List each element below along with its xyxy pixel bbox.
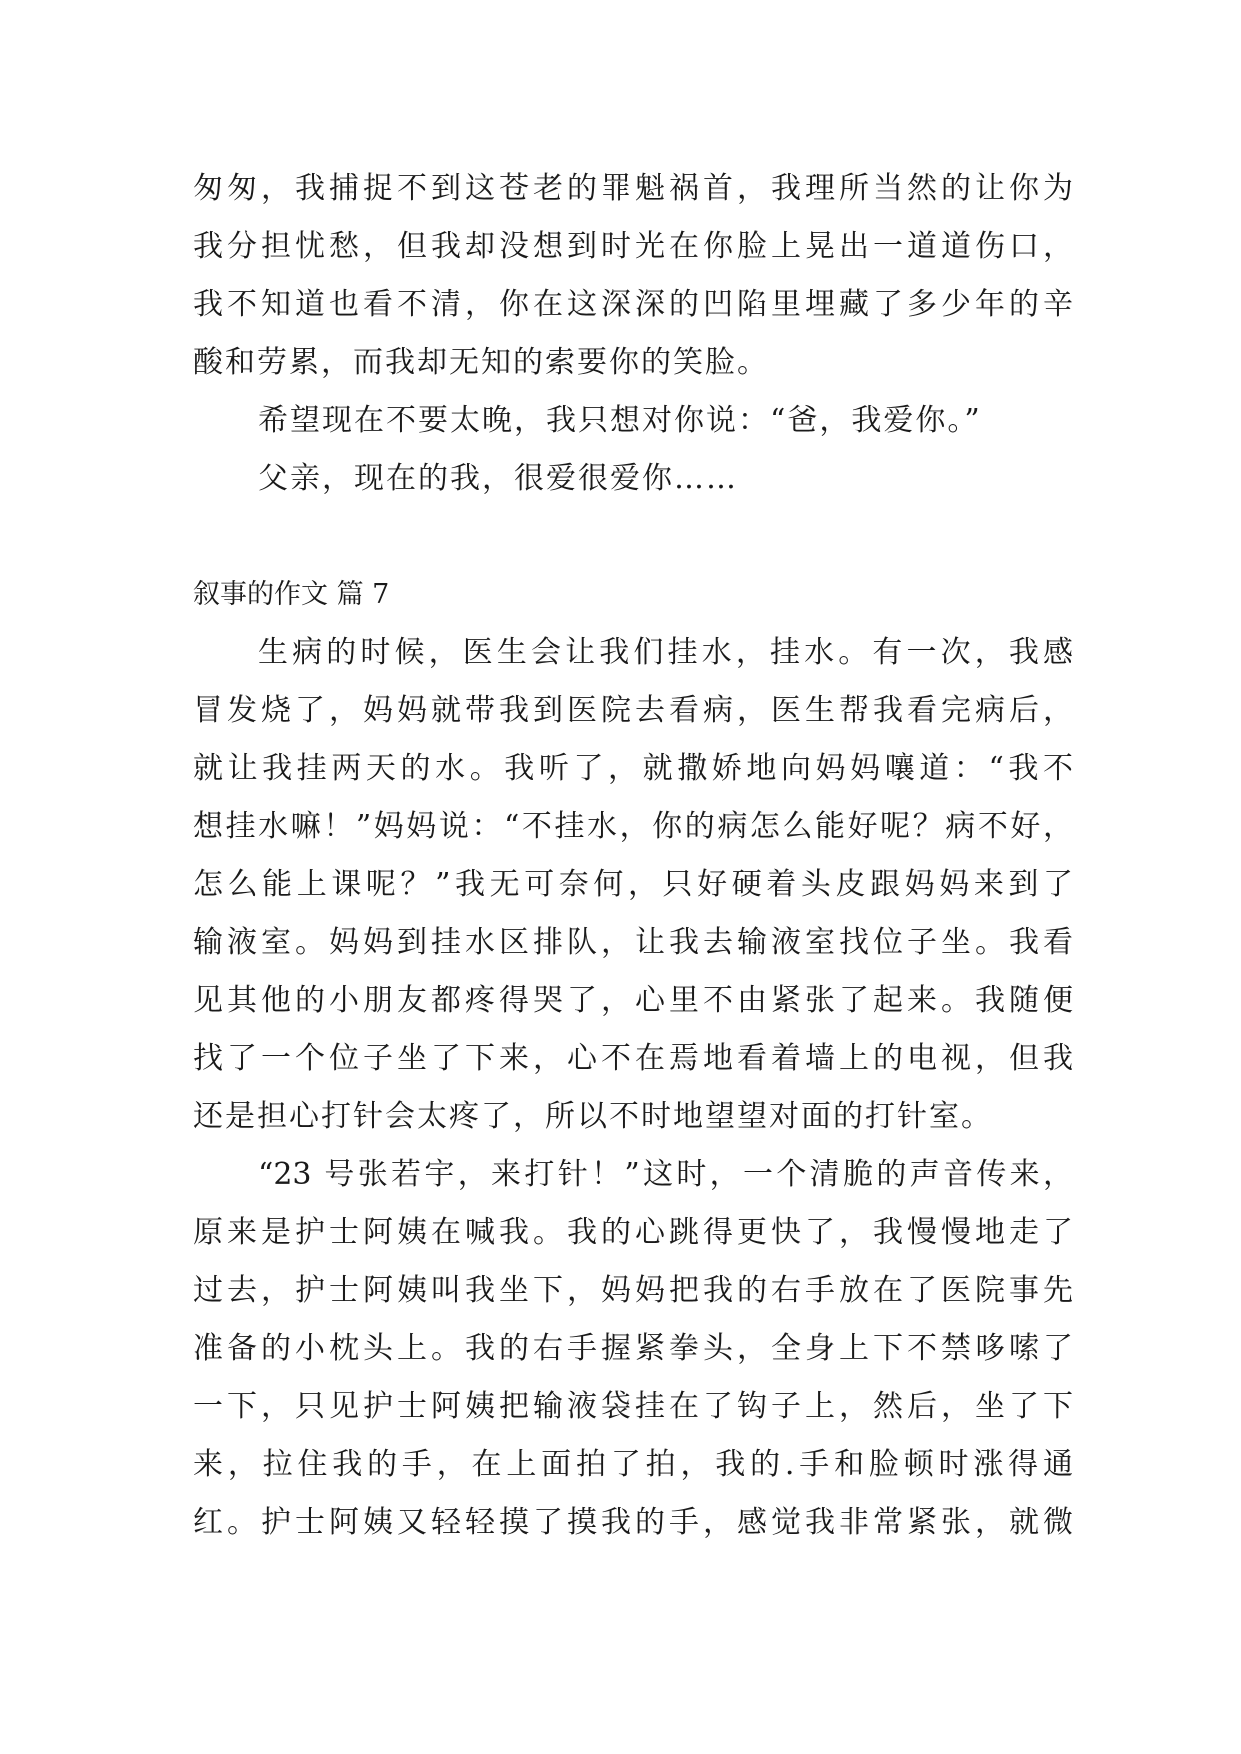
paragraph-line: 我分担忧愁，但我却没想到时光在你脸上晃出一道道伤口，: [193, 229, 1073, 264]
paragraph-line: 怎么能上课呢？”我无可奈何，只好硬着头皮跟妈妈来到了: [193, 867, 1073, 902]
paragraph-line: 见其他的小朋友都疼得哭了，心里不由紧张了起来。我随便: [193, 983, 1073, 1018]
paragraph-line: 想挂水嘛！”妈妈说：“不挂水，你的病怎么能好呢？病不好，: [193, 809, 1073, 844]
paragraph-line: “23 号张若宇，来打针！”这时，一个清脆的声音传来，: [258, 1157, 1073, 1192]
paragraph-line: 就让我挂两天的水。我听了，就撒娇地向妈妈嚷道：“我不: [193, 751, 1073, 786]
paragraph-line: 找了一个位子坐了下来，心不在焉地看着墙上的电视，但我: [193, 1041, 1073, 1076]
paragraph-line: 来，拉住我的手，在上面拍了拍，我的.手和脸顿时涨得通: [193, 1447, 1073, 1482]
paragraph-line: 生病的时候，医生会让我们挂水，挂水。有一次，我感: [258, 635, 1073, 670]
paragraph-line: 过去，护士阿姨叫我坐下，妈妈把我的右手放在了医院事先: [193, 1273, 1073, 1308]
paragraph-line: 我不知道也看不清，你在这深深的凹陷里埋藏了多少年的辛: [193, 287, 1073, 322]
paragraph-line: 准备的小枕头上。我的右手握紧拳头，全身上下不禁哆嗦了: [193, 1331, 1073, 1366]
paragraph-line: 原来是护士阿姨在喊我。我的心跳得更快了，我慢慢地走了: [193, 1215, 1073, 1250]
paragraph-line: 红。护士阿姨又轻轻摸了摸我的手，感觉我非常紧张，就微: [193, 1505, 1073, 1540]
paragraph-line: 冒发烧了，妈妈就带我到医院去看病，医生帮我看完病后，: [193, 693, 1073, 728]
paragraph-line: 希望现在不要太晚，我只想对你说：“爸，我爱你。”: [258, 403, 982, 438]
paragraph-line: 父亲，现在的我，很爱很爱你……: [258, 461, 738, 496]
paragraph-line: 输液室。妈妈到挂水区排队，让我去输液室找位子坐。我看: [193, 925, 1073, 960]
paragraph-line: 还是担心打针会太疼了，所以不时地望望对面的打针室。: [193, 1099, 993, 1134]
section-heading: 叙事的作文 篇 7: [193, 579, 390, 610]
paragraph-line: 一下，只见护士阿姨把输液袋挂在了钩子上，然后，坐了下: [193, 1389, 1073, 1424]
paragraph-line: 匆匆，我捕捉不到这苍老的罪魁祸首，我理所当然的让你为: [193, 171, 1073, 206]
paragraph-line: 酸和劳累，而我却无知的索要你的笑脸。: [193, 345, 769, 380]
